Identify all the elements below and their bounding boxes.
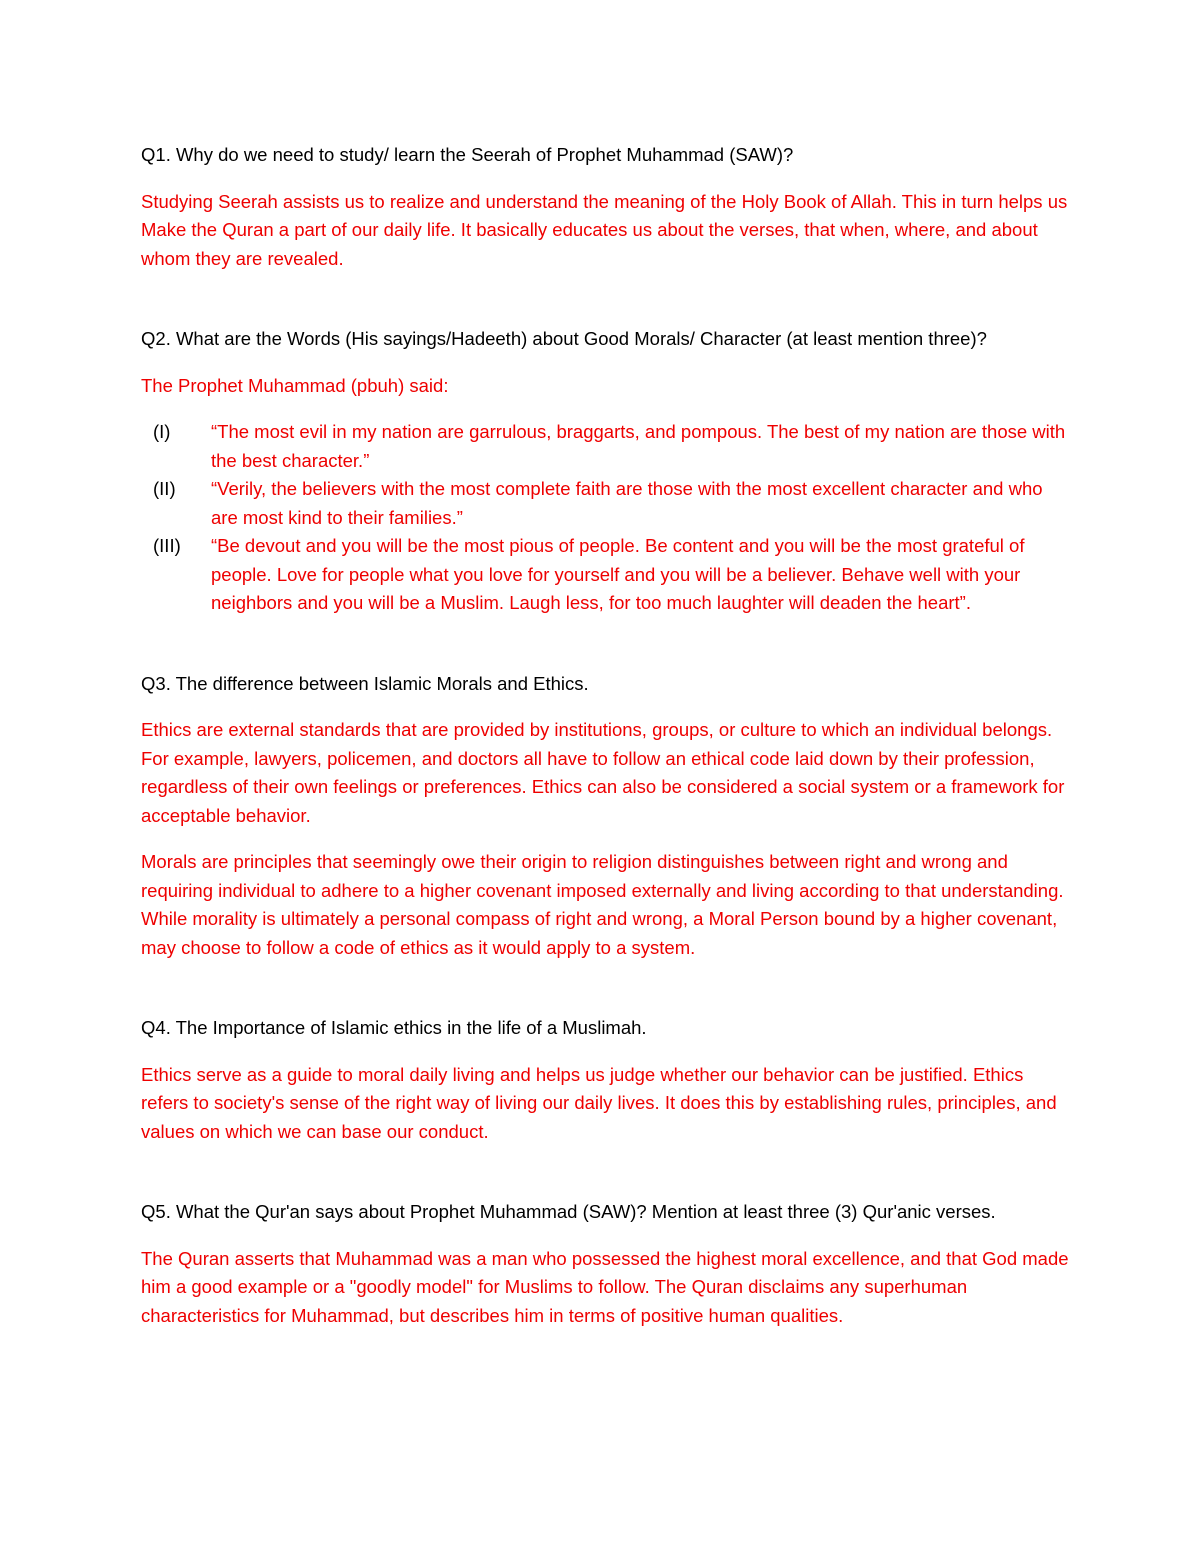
question-3-number: Q3 [141, 672, 166, 694]
question-5 [141, 1198, 1071, 1227]
question-2-text: . What are the Words (His sayings/Hadeeth) about Good Morals/ Character (at least mention three)? [165, 328, 987, 349]
hadith-text: “The most evil in my nation are garrulous, braggarts, and pompous. The best of my nation are those with the best character.” [211, 421, 1066, 471]
hadith-text: “Verily, the believers with the most complete faith are those with the most excellent character and who are most kind to their families.” [211, 478, 1043, 528]
question-1-text: . Why do we need to study/ learn the Seerah of Prophet Muhammad (SAW)? [165, 144, 794, 165]
answer-3-ethics: Ethics are external standards that are provided by institutions, groups, or culture to which an individual belongs. For example, lawyers, policemen, and doctors all have to follow an ethical code laid down by their profession, regardless of their own feelings or preferences. Ethics can also be considered a social system or a framework for acceptable behavior. [141, 719, 1065, 826]
question-1 [141, 141, 1071, 170]
hadith-numeral: (III) [153, 535, 181, 556]
question-4-text: . The Importance of Islamic ethics in the life of a Muslimah. [165, 1017, 647, 1038]
question-3-text: . The difference between Islamic Morals and Ethics. [165, 672, 589, 694]
question-5-number: Q5 [141, 1201, 166, 1222]
question-2 [141, 325, 1071, 354]
answer-2-intro: The Prophet Muhammad (pbuh) said: [141, 374, 449, 396]
hadith-item [141, 418, 1071, 475]
document-page [141, 141, 1071, 1330]
question-3 [141, 670, 1071, 699]
question-5-text: . What the Qur'an says about Prophet Muhammad (SAW)? Mention at least three (3) Qur'anic verses. [165, 1201, 996, 1222]
answer-1: Studying Seerah assists us to realize and understand the meaning of the Holy Book of Allah. This in turn helps us Make the Quran a part of our daily life. It basically educates us about the verses, that when, where, and about whom they are revealed. [141, 190, 1068, 269]
answer-3-morals: Morals are principles that seemingly owe their origin to religion distinguishes between right and wrong and requiring individual to adhere to a higher covenant imposed externally and living according to that understanding. While morality is ultimately a personal compass of right and wrong, a Moral Person bound by a higher covenant, may choose to follow a code of ethics as it would apply to a system. [141, 851, 1064, 958]
answer-5: The Quran asserts that Muhammad was a man who possessed the highest moral excellence, and that God made him a good example or a "goodly model" for Muslims to follow. The Quran disclaims any superhuman characteristics for Muhammad, but describes him in terms of positive human qualities. [141, 1247, 1069, 1326]
question-4 [141, 1014, 1071, 1043]
question-1-number: Q1 [141, 144, 166, 165]
hadith-item [141, 532, 1071, 618]
hadith-item [141, 475, 1071, 532]
hadith-list [141, 418, 1071, 618]
hadith-text: “Be devout and you will be the most pious of people. Be content and you will be the most grateful of people. Love for people what you love for yourself and you will be a believer. Behave well with your neighbors and you will be a Muslim. Laugh less, for too much laughter will deaden the heart”. [211, 535, 1025, 613]
hadith-numeral: (II) [153, 478, 176, 499]
question-4-number: Q4 [141, 1017, 166, 1038]
answer-4: Ethics serve as a guide to moral daily living and helps us judge whether our behavior can be justified. Ethics refers to society's sense of the right way of living our daily lives. It does this by establishing rules, principles, and values on which we can base our conduct. [141, 1063, 1057, 1142]
question-2-number: Q2 [141, 328, 166, 349]
hadith-numeral: (I) [153, 421, 171, 442]
